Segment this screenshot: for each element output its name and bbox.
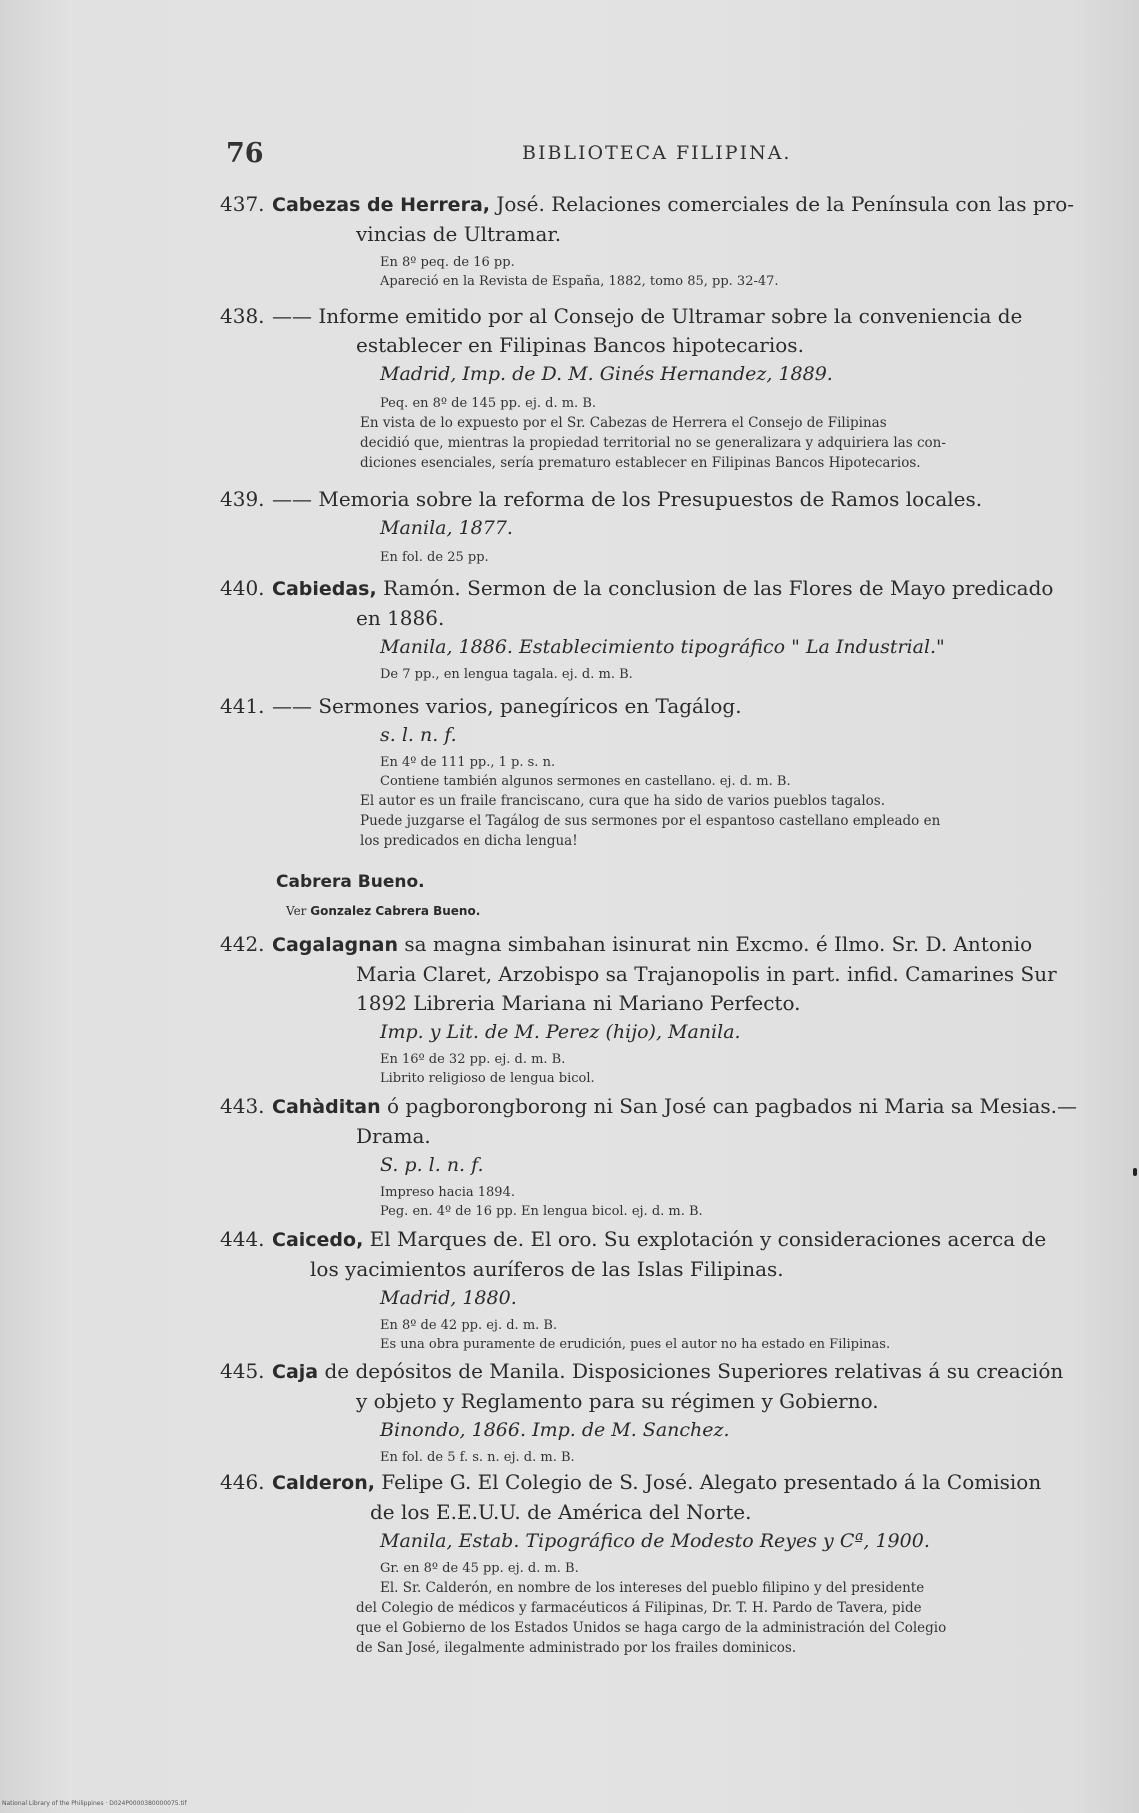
cross-reference-target: Gonzalez Cabrera Bueno. [310,904,481,918]
page-header [226,138,1086,178]
entry-note: Impreso hacia 1894. [380,1185,515,1200]
entry-number: 441. [220,694,265,718]
entry-440 [220,574,1090,684]
entry-note: diciones esenciales, sería prematuro establecer en Filipinas Bancos Hipotecarios. [360,455,921,471]
entry-imprint: Manila, 1877. [380,517,513,539]
entry-number: 444. [220,1227,265,1251]
entry-note: Es una obra puramente de erudición, pues el autor no ha estado en Filipinas. [380,1337,891,1352]
entry-title: Memoria sobre la reforma de los Presupuestos de Ramos locales. [312,487,983,511]
entry-imprint: Binondo, 1866. Imp. de M. Sanchez. [380,1419,730,1441]
entry-note: decidió que, mientras la propiedad territorial no se generalizara y adquiriera las con- [360,435,946,451]
entry-title-cont: de los E.E.U.U. de América del Norte. [370,1500,752,1524]
entry-author: Cabezas de Herrera, [272,194,490,216]
entry-note: de San José, ilegalmente administrado por los frailes dominicos. [356,1640,797,1656]
entry-imprint: s. l. n. f. [380,724,457,746]
entry-note: En fol. de 25 pp. [380,550,489,565]
entry-title: Felipe G. El Colegio de S. José. Alegato presentado á la Comision [374,1470,1042,1494]
entry-imprint: Madrid, Imp. de D. M. Ginés Hernandez, 1889. [380,363,833,385]
entry-441 [220,692,1090,851]
entry-note: En 16º de 32 pp. ej. d. m. B. [380,1052,566,1067]
entry-title-cont: vincias de Ultramar. [356,222,562,246]
entry-number: 442. [220,932,265,956]
entry-title: José. Relaciones comerciales de la Península con las pro- [489,192,1075,216]
entry-title-cont: Maria Claret, Arzobispo sa Trajanopolis in part. infid. Camarines Sur [356,962,1057,986]
page-number: 76 [226,138,264,169]
entry-437 [220,190,1090,291]
entry-number: 443. [220,1094,265,1118]
entry-439 [220,485,1090,567]
entry-title-cont: y objeto y Reglamento para su régimen y Gobierno. [356,1389,879,1413]
entry-number: 437. [220,192,265,216]
entry-author: Caicedo, [272,1229,364,1251]
entry-note: En fol. de 5 f. s. n. ej. d. m. B. [380,1450,575,1465]
entry-note: Puede juzgarse el Tagálog de sus sermones por el espantoso castellano empleado en [360,813,941,829]
entry-author: Cabiedas, [272,578,377,600]
entry-note: Peg. en. 4º de 16 pp. En lengua bicol. ej. d. m. B. [380,1204,703,1219]
entry-number: 439. [220,487,265,511]
entry-note: En 8º de 42 pp. ej. d. m. B. [380,1318,558,1333]
entry-number: 438. [220,304,265,328]
entry-note: El autor es un fraile franciscano, cura que ha sido de varios pueblos tagalos. [360,793,886,809]
entry-imprint: Manila, 1886. Establecimiento tipográfico " La Industrial." [380,636,945,658]
entry-title-cont: en 1886. [356,606,445,630]
entry-title-cont: establecer en Filipinas Bancos hipotecarios. [356,333,804,357]
entry-title: El Marques de. El oro. Su explotación y consideraciones acerca de [363,1227,1047,1251]
entry-author: Cagalagnan [272,934,398,956]
cross-reference-heading: Cabrera Bueno. [276,872,425,892]
entry-title: Ramón. Sermon de la conclusion de las Flores de Mayo predicado [376,576,1054,600]
entry-title-cont: Drama. [356,1124,431,1148]
entry-imprint: Manila, Estab. Tipográfico de Modesto Reyes y Cª, 1900. [380,1530,930,1552]
entry-title: ó pagborongborong ni San José can pagbados ni Maria sa Mesias.— [380,1094,1077,1118]
entry-title-cont: los yacimientos auríferos de las Islas Filipinas. [310,1257,784,1281]
entry-note: De 7 pp., en lengua tagala. ej. d. m. B. [380,667,633,682]
entry-title: sa magna simbahan isinurat nin Excmo. é Ilmo. Sr. D. Antonio [398,932,1033,956]
entry-note: Librito religioso de lengua bicol. [380,1071,595,1086]
entry-imprint: S. p. l. n. f. [380,1154,484,1176]
entry-note: El. Sr. Calderón, en nombre de los intereses del pueblo filipino y del presidente [380,1580,925,1596]
scan-footer: National Library of the Philippines · D024P0000380000075.tif [2,1800,187,1807]
entry-imprint: Imp. y Lit. de M. Perez (hijo), Manila. [380,1021,741,1043]
entry-note: Peq. en 8º de 145 pp. ej. d. m. B. [380,396,597,411]
entry-number: 445. [220,1359,265,1383]
entry-title: Informe emitido por al Consejo de Ultramar sobre la conveniencia de [312,304,1023,328]
entry-442 [220,930,1090,1088]
entry-note: En 8º peq. de 16 pp. [380,255,515,270]
running-title: BIBLIOTECA FILIPINA. [522,142,792,164]
entry-note: En 4º de 111 pp., 1 p. s. n. [380,755,556,770]
entry-note: Apareció en la Revista de España, 1882, tomo 85, pp. 32-47. [380,274,779,289]
entry-443 [220,1092,1090,1221]
entry-dash: —— [272,304,312,328]
entry-446 [220,1468,1090,1658]
entry-title-cont: 1892 Libreria Mariana ni Mariano Perfecto. [356,991,801,1015]
entry-note: En vista de lo expuesto por el Sr. Cabezas de Herrera el Consejo de Filipinas [360,415,887,431]
entry-author: Calderon, [272,1472,375,1494]
entry-title: de depósitos de Manila. Disposiciones Superiores relativas á su creación [318,1359,1064,1383]
cross-reference-note [286,904,480,918]
entry-dash: —— [272,694,312,718]
entry-444 [220,1225,1090,1354]
entry-note: Contiene también algunos sermones en castellano. ej. d. m. B. [380,774,791,789]
entry-note: los predicados en dicha lengua! [360,833,578,849]
entry-445 [220,1357,1090,1467]
entry-438 [220,302,1090,473]
entry-dash: —— [272,487,312,511]
entry-number: 440. [220,576,265,600]
entry-author: Cahàditan [272,1096,381,1118]
entry-note: Gr. en 8º de 45 pp. ej. d. m. B. [380,1561,579,1576]
entry-note: que el Gobierno de los Estados Unidos se haga cargo de la administración del Colegio [356,1620,947,1636]
entry-number: 446. [220,1470,265,1494]
scan-speck [1133,1168,1137,1176]
cross-reference-prefix: Ver [286,904,311,918]
entry-note: del Colegio de médicos y farmacéuticos á Filipinas, Dr. T. H. Pardo de Tavera, pide [356,1600,922,1616]
entry-imprint: Madrid, 1880. [380,1287,517,1309]
entry-title: Sermones varios, panegíricos en Tagálog. [312,694,742,718]
entry-author: Caja [272,1361,319,1383]
